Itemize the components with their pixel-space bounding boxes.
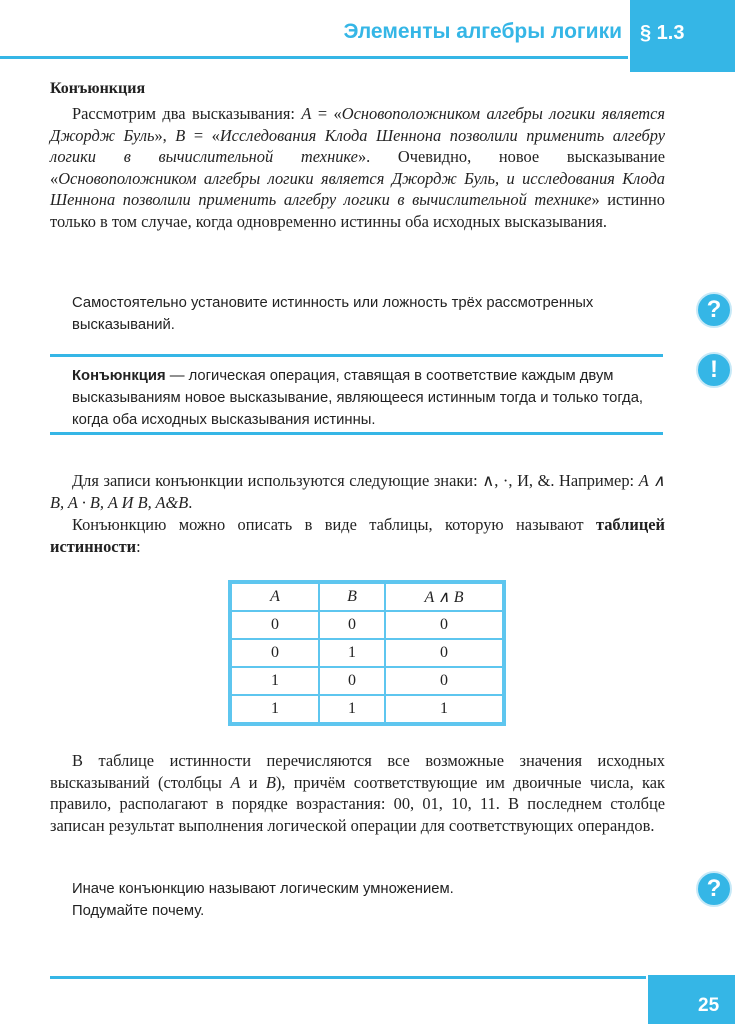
header-title: Элементы алгебры логики [343, 20, 622, 43]
signs-paragraph: Для записи конъюнкции используются следующие знаки: ∧, ·, И, &. Например: A ∧ B, A · B, A И B, A&B. [50, 471, 665, 512]
definition-bottom-rule [50, 432, 663, 435]
definition-top-rule [50, 354, 663, 357]
header-cell-a: A [230, 582, 319, 611]
question-icon: ? [696, 871, 732, 907]
definition-text: Конъюнкция — логическая операция, ставящая в соответствие каждым двум высказываниям новое высказывание, являющееся истинным тогда и только тогда, когда оба исходных высказывания истинны. [72, 368, 644, 428]
table-row [230, 639, 504, 667]
table-cell: 0 [385, 611, 504, 639]
question-icon: ? [696, 292, 732, 328]
table-cell: 1 [230, 695, 319, 724]
intro-paragraph: Рассмотрим два высказывания: А = «Основоположником алгебры логики является Джордж Буль», В = «Исследования Клода Шеннона позволили применить алгебру логики в вычислительной технике». Очевидно, новое высказывание «Основоположником алгебры логики является Джордж Буль, и исследования Клода Шеннона позволили применить алгебру логики в вычислительной технике» истинно только в том случае, когда одновременно истинны оба исходных высказывания. [50, 104, 666, 231]
table-row [230, 611, 504, 639]
header-rule [0, 56, 628, 59]
task-question-2: Иначе конъюнкцию называют логическим умножением. Подумайте почему. [72, 881, 454, 919]
truth-table [228, 580, 506, 726]
table-header-row [230, 582, 504, 611]
exclamation-icon: ! [696, 352, 732, 388]
table-cell: 0 [230, 611, 319, 639]
page-number: 25 [648, 975, 735, 1024]
explanation-paragraph: В таблице истинности перечисляются все возможные значения исходных высказываний (столбцы А и В), причём соответствующие им двоичные числа, как правило, располагают в порядке возрастания: 00, 01, 10, 11. В последнем столбце записан результат выполнения логической операции для соответствующих операндов. [50, 751, 665, 835]
table-cell: 1 [319, 695, 385, 724]
table-cell: 0 [319, 667, 385, 695]
table-cell: 0 [385, 667, 504, 695]
task-question-1: Самостоятельно установите истинность или ложность трёх рассмотренных высказываний. [72, 295, 594, 333]
section-heading: Конъюнкция [50, 80, 146, 97]
table-cell: 1 [230, 667, 319, 695]
table-row [230, 695, 504, 724]
table-intro-paragraph: Конъюнкцию можно описать в виде таблицы, которую называют таблицей истинности: [50, 515, 665, 556]
table-row [230, 667, 504, 695]
table-cell: 0 [319, 611, 385, 639]
section-number: § 1.3 [630, 0, 735, 72]
header-cell-a-and-b: A ∧ B [385, 582, 504, 611]
table-cell: 0 [230, 639, 319, 667]
header-cell-b: B [319, 582, 385, 611]
table-cell: 1 [319, 639, 385, 667]
footer-rule [50, 976, 646, 979]
table-cell: 0 [385, 639, 504, 667]
table-cell: 1 [385, 695, 504, 724]
